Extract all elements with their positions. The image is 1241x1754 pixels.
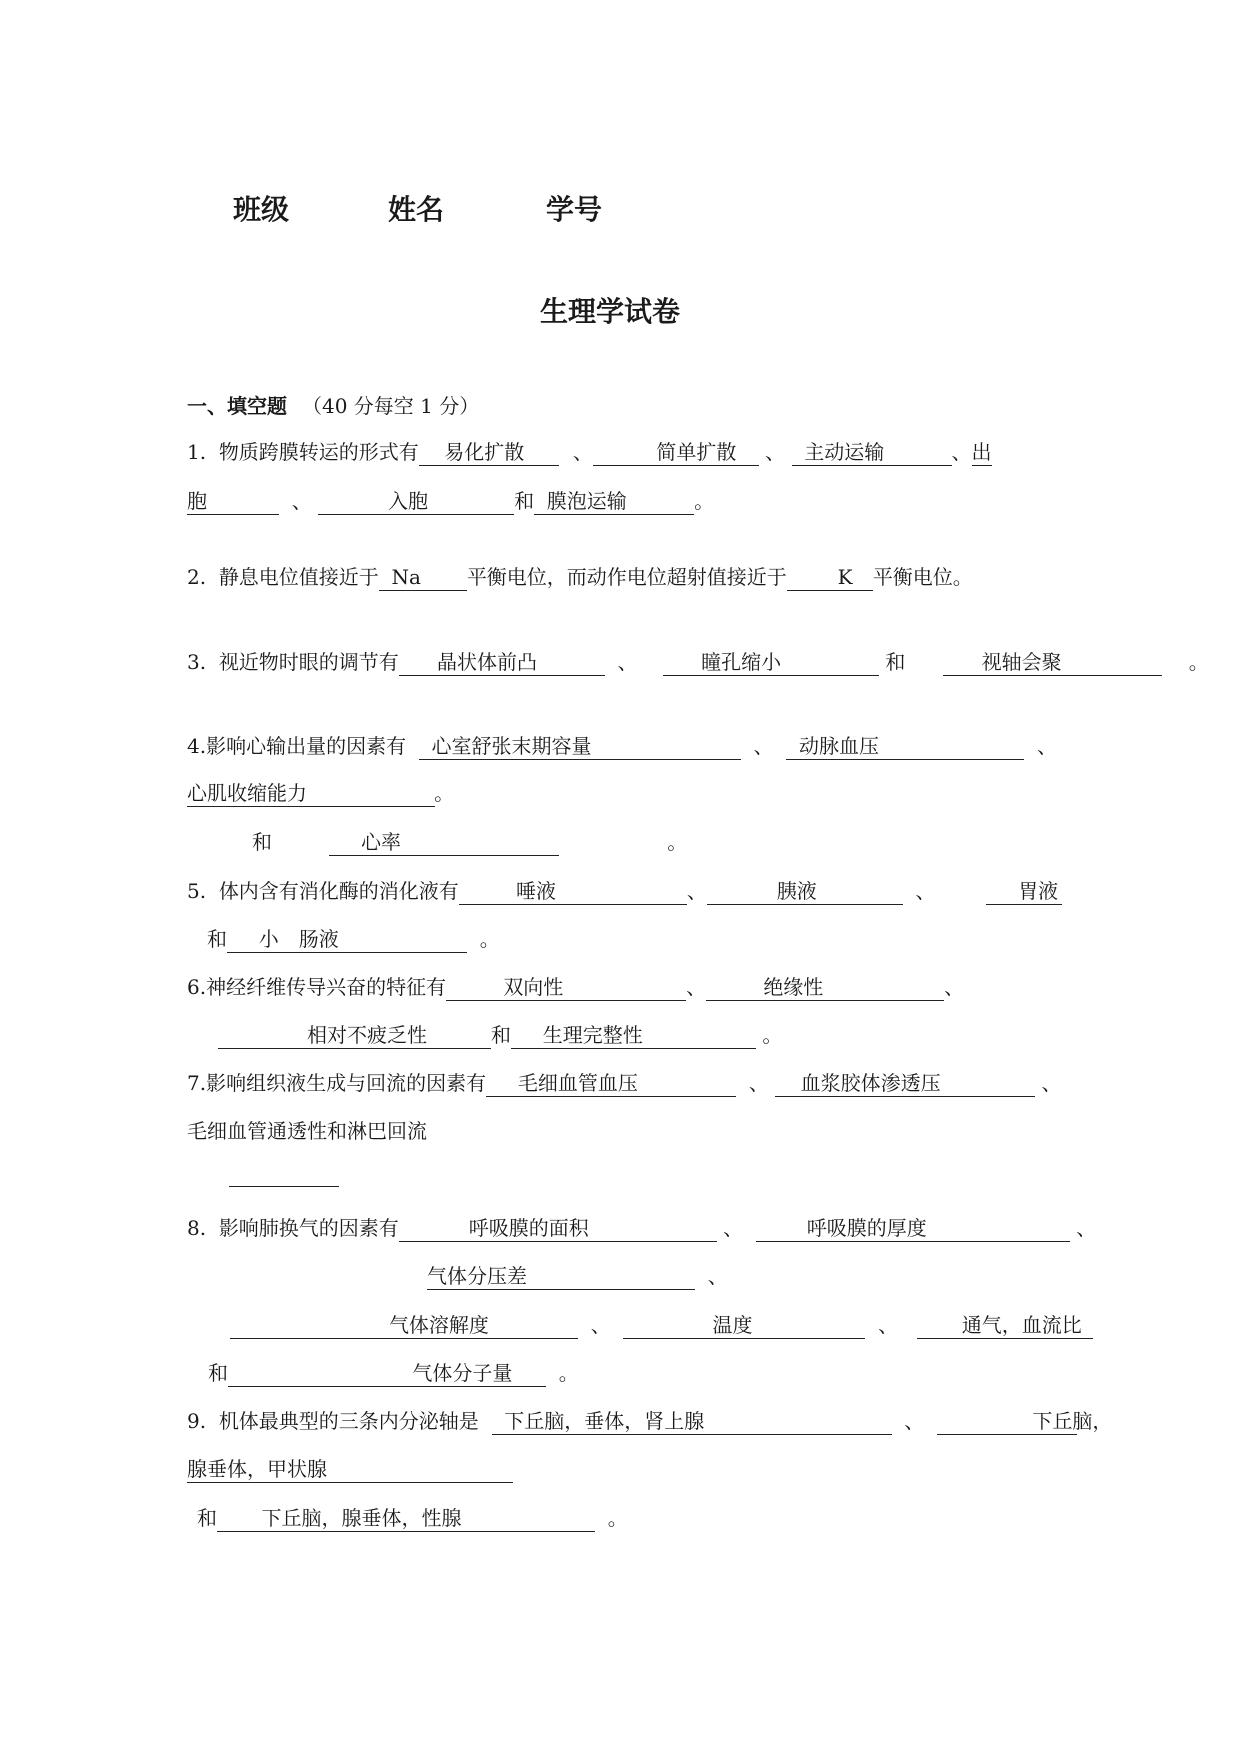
question-8-line-3: 气体溶解度 、 温度 、 通气，血流比 — [230, 1310, 1093, 1340]
answer-blank: 气体分压差 — [427, 1263, 695, 1290]
answer-blank: 下丘脑， — [937, 1408, 1077, 1435]
answer-blank: 腺垂体，甲状腺 — [187, 1456, 513, 1483]
answer-blank: 心室舒张末期容量 — [419, 733, 741, 760]
section-score-note: （40 分每空 1 分） — [301, 394, 480, 418]
name-label: 姓名 — [388, 193, 445, 226]
answer-blank: 下丘脑，腺垂体，性腺 — [217, 1505, 595, 1532]
answer-blank: 简单扩散 — [593, 439, 759, 466]
answer-blank: 出 — [971, 440, 992, 464]
question-2: 2. 静息电位值接近于 Na 平衡电位，而动作电位超射值接近于 K 平衡电位。 — [187, 565, 973, 589]
question-1-line-1: 1. 物质跨膜转运的形式有 易化扩散 、 简单扩散 、 主动运输 、出 — [187, 440, 992, 464]
answer-blank: 主动运输 — [792, 439, 952, 466]
answer-blank: 心率 — [329, 829, 559, 856]
answer-blank: 心肌收缩能力 。 — [187, 781, 455, 805]
answer-blank: 易化扩散 — [419, 439, 559, 466]
question-5-line-1: 5. 体内含有消化酶的消化液有 唾液 、 胰液 、 胃液 — [187, 876, 1062, 906]
question-1-line-2: 胞 、 入胞 和 膜泡运输 。 — [187, 489, 715, 513]
question-7-line-2: 毛细血管通透性和淋巴回流 — [187, 1119, 427, 1143]
answer-blank: 胃液 — [986, 878, 1062, 905]
answer-blank: 动脉血压 — [786, 733, 1024, 760]
answer-blank: 温度 — [623, 1312, 865, 1339]
answer-blank: 相对不疲乏性 — [218, 1022, 491, 1049]
answer-blank: 视轴会聚 。 — [943, 649, 1162, 676]
answer-blank: 小 肠液 — [227, 926, 467, 953]
answer-blank: 膜泡运输 — [534, 488, 694, 515]
question-5-line-2: 和 小 肠液 。 — [207, 927, 500, 951]
answer-blank: 胰液 — [707, 878, 903, 905]
answer-blank: 瞳孔缩小 — [663, 649, 879, 676]
answer-blank: 呼吸膜的厚度 — [756, 1215, 1070, 1242]
question-9-line-2 — [187, 1454, 513, 1484]
answer-blank: 双向性 — [446, 974, 686, 1001]
class-label: 班级 — [233, 193, 290, 226]
question-4-line-1: 4.影响心输出量的因素有 心室舒张末期容量 、 动脉血压 、 — [187, 734, 1057, 758]
student-id-label: 学号 — [546, 193, 603, 226]
answer-blank: Na — [379, 564, 467, 591]
answer-blank: 血浆胶体渗透压 — [775, 1070, 1035, 1097]
section-heading — [187, 390, 479, 419]
answer-blank: 呼吸膜的面积 — [399, 1215, 717, 1242]
question-7-line-1: 7.影响组织液生成与回流的因素有 毛细血管血压 、 血浆胶体渗透压 、 — [187, 1071, 1062, 1095]
question-8-line-1: 8. 影响肺换气的因素有 呼吸膜的面积 、 呼吸膜的厚度 、 — [187, 1216, 1097, 1240]
question-3: 3. 视近物时眼的调节有 晶状体前凸 、 瞳孔缩小 和 视轴会聚 。 — [187, 650, 1209, 674]
question-4-line-2 — [187, 778, 455, 808]
question-9-line-3: 和 下丘脑，腺垂体，性腺 。 — [197, 1506, 628, 1530]
answer-blank: 气体分子量 — [228, 1360, 546, 1387]
answer-blank: 下丘脑，垂体，肾上腺 — [492, 1408, 892, 1435]
answer-blank-empty — [229, 1186, 339, 1187]
question-4-line-3: 和 心率 。 — [252, 830, 688, 854]
question-9-line-1: 9. 机体最典型的三条内分泌轴是 下丘脑，垂体，肾上腺 、 下丘脑， — [187, 1409, 1113, 1433]
question-6-line-2: 相对不疲乏性 和 生理完整性 。 — [218, 1020, 782, 1050]
answer-blank: K — [787, 564, 873, 591]
question-6-line-1: 6.神经纤维传导兴奋的特征有 双向性 、 绝缘性 、 — [187, 975, 965, 999]
page-title: 生理学试卷 — [540, 295, 681, 328]
answer-blank: 毛细血管血压 — [486, 1070, 736, 1097]
answer-blank: 入胞 — [318, 488, 514, 515]
question-8-line-4: 和 气体分子量 。 — [208, 1361, 579, 1385]
answer-blank: 晶状体前凸 — [399, 649, 605, 676]
answer-blank: 通气，血流比 — [917, 1312, 1093, 1339]
answer-blank: 气体溶解度 — [230, 1312, 578, 1339]
answer-blank: 绝缘性 — [706, 974, 944, 1001]
answer-blank: 唾液 — [459, 878, 687, 905]
section-title: 一、填空题 — [187, 394, 287, 418]
answer-blank: 胞 — [187, 488, 279, 515]
answer-blank: 生理完整性 — [511, 1022, 756, 1049]
question-8-line-2: 气体分压差 、 — [427, 1264, 728, 1288]
